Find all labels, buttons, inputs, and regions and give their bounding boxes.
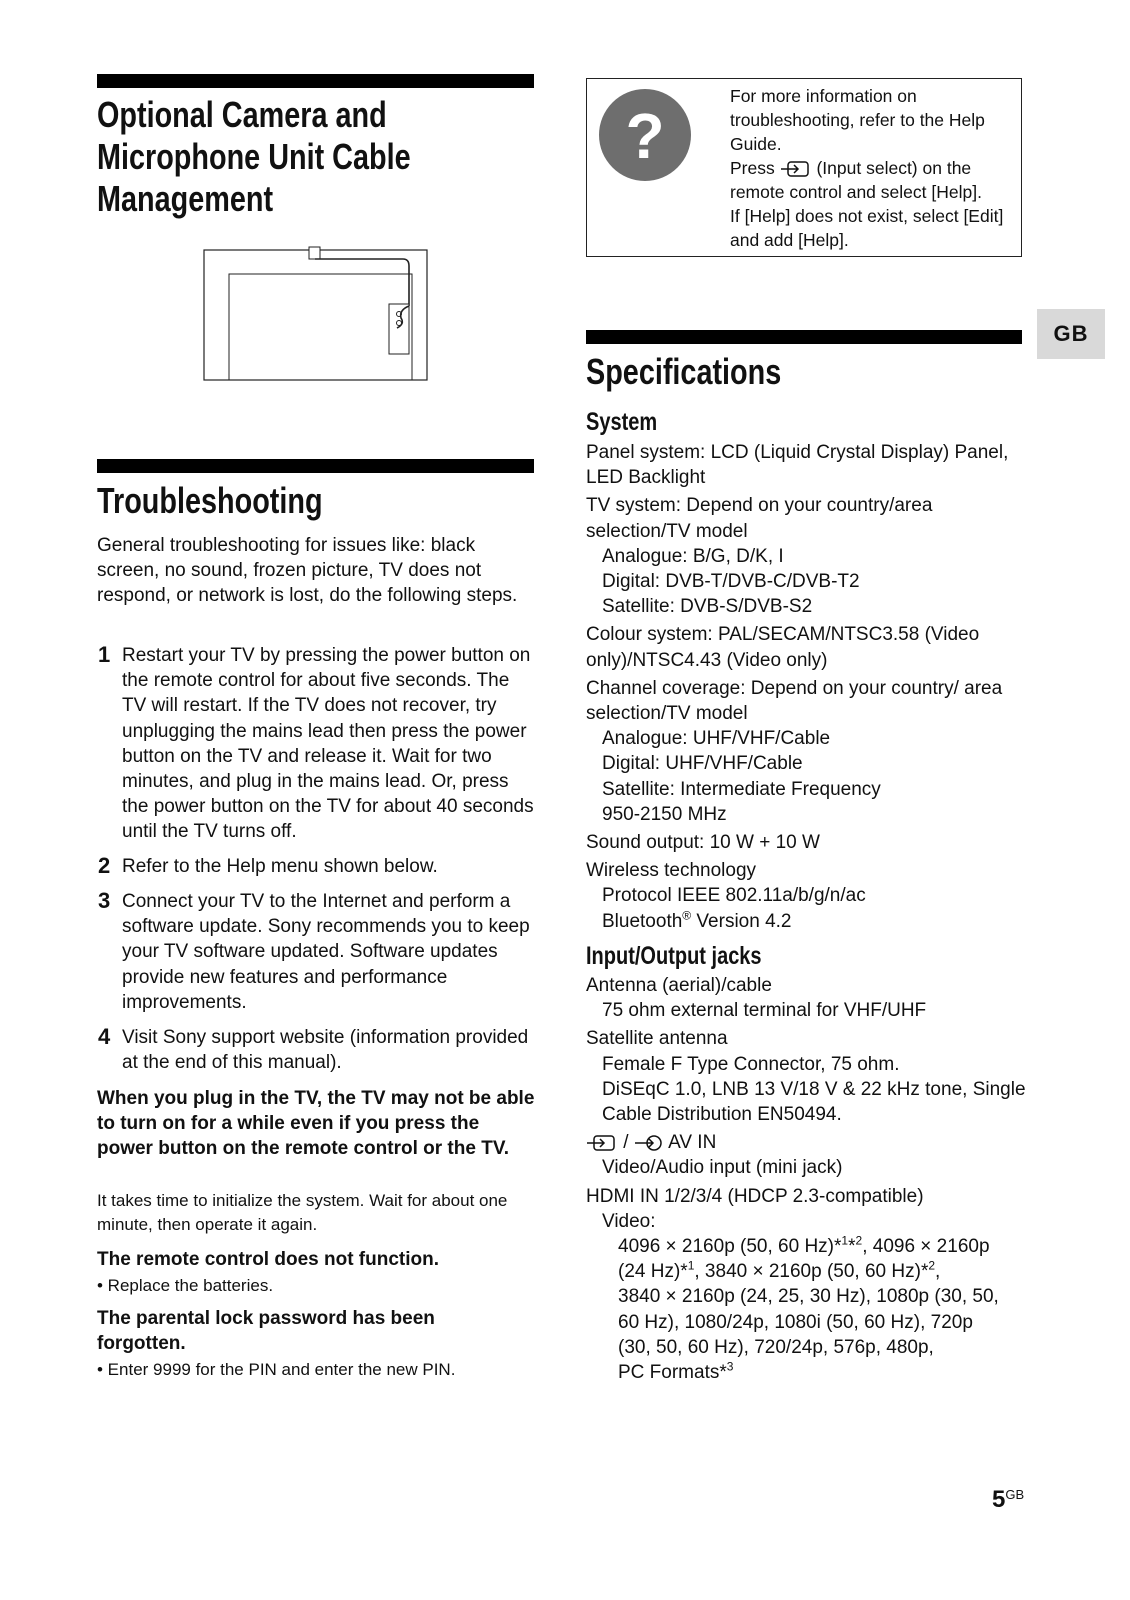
troubleshooting-intro: General troubleshooting for issues like: black screen, no sound, frozen picture, TV does not respond, or network is lost, do the following steps.	[97, 535, 518, 607]
question-icon	[598, 88, 692, 182]
step-3: 3 Connect your TV to the Internet and perform a software update. Sony recommends you to keep your TV software updated. Software updates provide new features and performance improvements.	[98, 888, 530, 1013]
remote-heading: The remote control does not function.	[97, 1249, 439, 1270]
input-select-icon	[780, 160, 812, 178]
io-heading: Input/Output jacks	[586, 942, 762, 970]
step-2: 2 Refer to the Help menu shown below.	[98, 853, 438, 878]
io-specs: Antenna (aerial)/cable 75 ohm external terminal for VHF/UHF Satellite antenna Female F Type Connector, 75 ohm. DiSEqC 1.0, LNB 13 V/18 V & 22 kHz tone, Single Cable Distribution EN50494. / AV IN Video/Audio input (mini jack) HDMI IN 1/2/3/4 (HDCP 2.3-compatible) Video: 4096 × 2160p (50, 60 Hz)*$^1$*$^2$, 4096 × 2160p (24 Hz)*$^1$, 3840 × 2160p (50, 60 Hz)*$^2$, 3840 × 2160p (24, 25, 30 Hz), 1080p (30, 50, 60 Hz), 1080/24p, 1080i (50, 60 Hz), 720p (30, 50, 60 Hz), 720/24p, 576p, 480p, PC Formats*$^3$	[586, 975, 1026, 1384]
step-1: 1 Restart your TV by pressing the power button on the remote control for about five seconds. The TV will restart. If the TV does not recover, try unplugging the mains lead then press the power button on the TV and release it. Wait for two minutes, and plug in the mains lead. Or, press the power button on the TV for about 40 seconds until the TV turns off.	[98, 642, 534, 843]
step-4: 4 Visit Sony support website (information provided at the end of this manual).	[98, 1024, 529, 1074]
section-rule	[97, 74, 534, 88]
section-rule	[586, 330, 1022, 344]
plug-in-heading: When you plug in the TV, the TV may not be able to turn on for a while even if you press the power button on the remote control or the TV.	[97, 1088, 535, 1160]
system-heading: System	[586, 408, 658, 436]
page-number: $5^{GB}$	[992, 1486, 1025, 1513]
troubleshooting-heading: Troubleshooting	[97, 480, 323, 521]
svg-text:?: ?	[625, 100, 665, 172]
parental-heading: The parental lock password has been forgotten.	[97, 1308, 435, 1355]
input-select-icon	[586, 1134, 618, 1152]
help-box	[586, 78, 1022, 257]
cable-management-illustration	[203, 244, 429, 382]
language-tab: GB	[1037, 309, 1105, 359]
camera-heading: Optional Camera and Microphone Unit Cable Management	[97, 94, 411, 219]
plug-in-text: It takes time to initialize the system. Wait for about one minute, then operate it again.	[97, 1191, 508, 1234]
av-input-icon	[634, 1134, 664, 1152]
remote-bullet: • Replace the batteries.	[97, 1276, 274, 1295]
system-specs: Panel system: LCD (Liquid Crystal Display) Panel, LED Backlight TV system: Depend on your country/area selection/TV model Analogue: B/G, D/K, I Digital: DVB-T/DVB-C/DVB-T2 Satellite: DVB-S/DVB-S2 Colour system: PAL/SECAM/NTSC3.58 (Video only)/NTSC4.43 (Video only) Channel coverage: Depend on your country/ area selection/TV model Analogue: UHF/VHF/Cable Digital: UHF/VHF/Cable Satellite: Intermediate Frequency 950-2150 MHz Sound output: 10 W + 10 W Wireless technology Protocol IEEE 802.11a/b/g/n/ac Bluetooth® Version 4.2	[586, 442, 1009, 932]
specifications-heading: Specifications	[586, 351, 782, 392]
parental-bullet: • Enter 9999 for the PIN and enter the new PIN.	[97, 1360, 456, 1379]
section-rule	[97, 459, 534, 473]
help-text: For more information on troubleshooting, refer to the Help Guide. Press (Input select) on the remote control and select [Help]. If [Help] does not exist, select [Edit] and add [Help].	[730, 86, 1004, 250]
